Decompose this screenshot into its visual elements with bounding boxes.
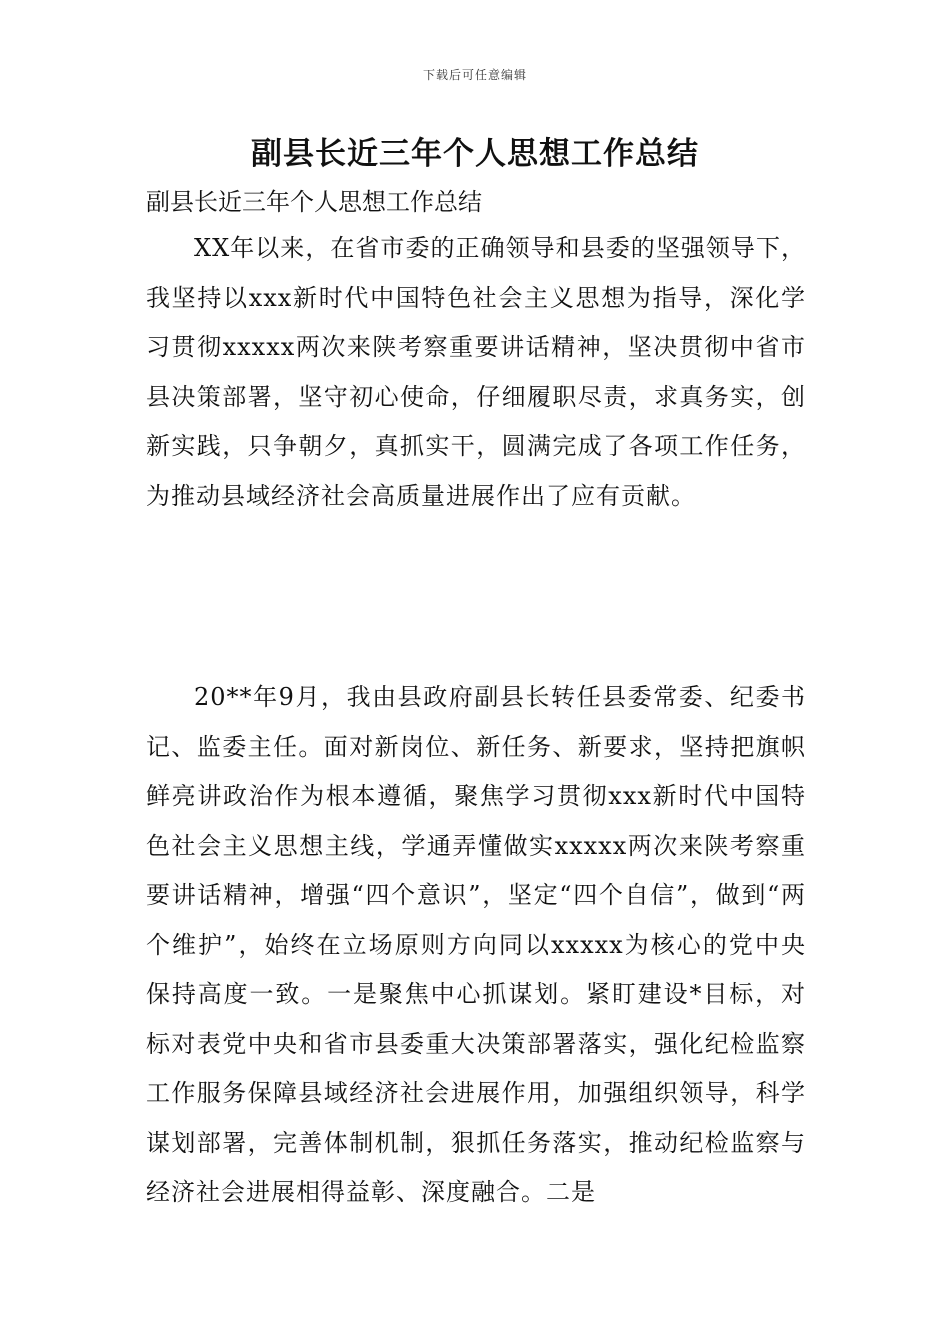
document-title: 副县长近三年个人思想工作总结 bbox=[251, 136, 699, 172]
body-paragraph: 20**年9月，我由县政府副县长转任县委常委、纪委书记、监委主任。面对新岗位、新任务、新要求，坚持把旗帜鲜亮讲政治作为根本遵循，聚焦学习贯彻xxx新时代中国特色社会主义思想主线，学通弄懂做实xxxxx两次来陕考察重要讲话精神，增强“四个意识”，坚定“四个自信”，做到“两个维护”，始终在立场原则方向同以xxxxx为核心的党中央保持高度一致。一是聚焦中心抓谋划。紧盯建设*目标，对标对表党中央和省市县委重大决策部署落实，强化纪检监察工作服务保障县域经济社会进展作用，加强组织领导，科学谋划部署，完善体制机制，狠抓任务落实，推动纪检监察与经济社会进展相得益彰、深度融合。二是 bbox=[146, 683, 806, 1206]
document-subtitle: 副县长近三年个人思想工作总结 bbox=[146, 188, 482, 216]
body-paragraph: XX年以来，在省市委的正确领导和县委的坚强领导下，我坚持以xxx新时代中国特色社会主义思想为指导，深化学习贯彻xxxxx两次来陕考察重要讲话精神，坚决贯彻中省市县决策部署，坚守初心使命，仔细履职尽责，求真务实，创新实践，只争朝夕，真抓实干，圆满完成了各项工作任务，为推动县域经济社会高质量进展作出了应有贡献。 bbox=[146, 234, 806, 510]
header-note: 下载后可任意编辑 bbox=[422, 68, 527, 82]
